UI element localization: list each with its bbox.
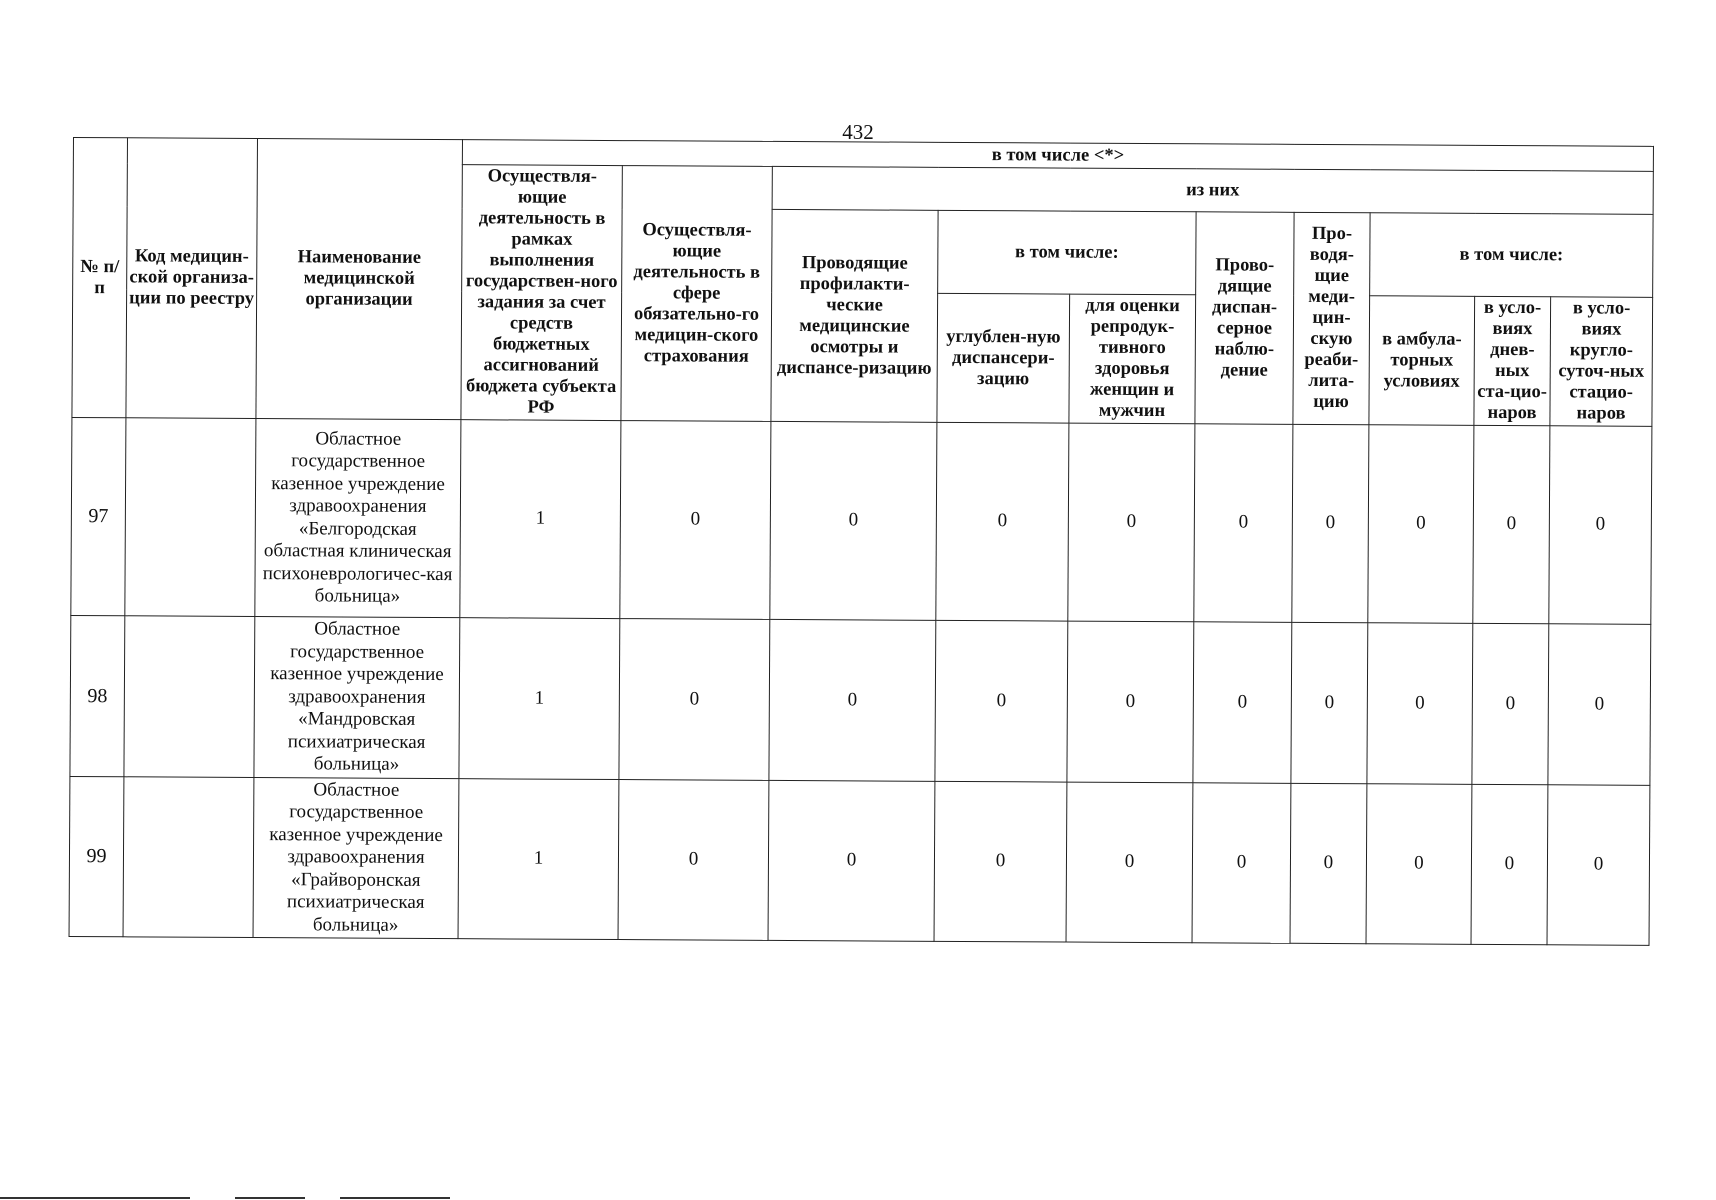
header-name: Наименование медицинской организации bbox=[256, 139, 463, 420]
cell-reproductive: 0 bbox=[1068, 423, 1195, 622]
cell-preventive: 0 bbox=[768, 780, 935, 941]
scan-edge-line bbox=[0, 1197, 190, 1199]
cell-round-clock: 0 bbox=[1549, 426, 1652, 625]
header-including: в том числе <*> bbox=[462, 140, 1653, 172]
header-including-b: в том числе: bbox=[1370, 213, 1654, 298]
cell-in-depth: 0 bbox=[934, 781, 1067, 942]
cell-round-clock: 0 bbox=[1547, 784, 1650, 945]
cell-rehab: 0 bbox=[1292, 424, 1369, 622]
cell-reproductive: 0 bbox=[1066, 782, 1193, 943]
page-number: 432 bbox=[842, 120, 874, 144]
cell-oms: 0 bbox=[619, 619, 770, 780]
cell-name: Областное государственное казенное учреждение здравоохранения «Белгородская областная клиническая психоневрологичес-кая больница» bbox=[255, 419, 461, 618]
cell-preventive: 0 bbox=[769, 619, 936, 780]
header-in-depth: углублен-ную диспансери-зацию bbox=[937, 293, 1070, 423]
cell-day-hospital: 0 bbox=[1473, 425, 1550, 623]
cell-outpatient: 0 bbox=[1368, 425, 1474, 624]
header-dispensary: Прово-дящие диспан-серное наблю-дение bbox=[1195, 212, 1294, 425]
table-row bbox=[70, 615, 1651, 784]
cell-oms: 0 bbox=[620, 421, 771, 620]
cell-name: Областное государственное казенное учреждение здравоохранения «Мандровская психиатрическая больница» bbox=[254, 617, 460, 779]
cell-code bbox=[124, 616, 255, 777]
scan-edge-line bbox=[340, 1197, 450, 1199]
cell-name: Областное государственное казенное учреждение здравоохранения «Грайворонская психиатрическая больница» bbox=[253, 777, 459, 939]
cell-code bbox=[123, 776, 254, 937]
header-rehab: Про-водя-щие меди-цин-скую реаби-лита-цию bbox=[1293, 212, 1370, 424]
header-preventive: Проводящие профилакти-ческие медицинские осмотры и диспансе-ризацию bbox=[771, 209, 938, 422]
header-of-them: из них bbox=[772, 166, 1653, 214]
cell-no: 99 bbox=[69, 776, 124, 937]
medical-organizations-table bbox=[69, 137, 1655, 946]
cell-day-hospital: 0 bbox=[1471, 784, 1548, 945]
cell-dispensary: 0 bbox=[1194, 424, 1293, 623]
header-reproductive: для оценки репродук-тивного здоровья женщин и мужчин bbox=[1069, 294, 1196, 424]
cell-reproductive: 0 bbox=[1067, 621, 1194, 782]
scan-edge-line bbox=[235, 1197, 305, 1199]
cell-no: 98 bbox=[70, 615, 125, 776]
cell-rehab: 0 bbox=[1291, 622, 1368, 783]
table-row bbox=[71, 417, 1652, 624]
cell-rehab: 0 bbox=[1290, 783, 1367, 944]
cell-oms: 0 bbox=[618, 779, 769, 940]
cell-no: 97 bbox=[71, 417, 126, 615]
cell-in-depth: 0 bbox=[935, 620, 1068, 781]
header-outpatient: в амбула-торных условиях bbox=[1369, 296, 1475, 426]
cell-state-task: 1 bbox=[459, 618, 620, 779]
cell-dispensary: 0 bbox=[1192, 782, 1291, 943]
cell-preventive: 0 bbox=[770, 421, 937, 620]
cell-state-task: 1 bbox=[458, 778, 619, 939]
header-including-a: в том числе: bbox=[938, 210, 1196, 294]
cell-dispensary: 0 bbox=[1193, 622, 1292, 783]
header-day-hospital: в усло-виях днев-ных ста-цио-наров bbox=[1474, 296, 1551, 425]
cell-in-depth: 0 bbox=[936, 422, 1069, 621]
cell-day-hospital: 0 bbox=[1472, 623, 1549, 784]
header-state-task: Осуществля-ющие деятельность в рамках выполнения государствен-ного задания за счет средств бюджетных ассигнований бюджета субъекта РФ bbox=[461, 165, 622, 421]
table-row bbox=[69, 776, 1650, 945]
cell-state-task: 1 bbox=[460, 420, 621, 619]
header-round-clock: в усло-виях кругло-суточ-ных стацио-наров bbox=[1550, 297, 1653, 427]
cell-outpatient: 0 bbox=[1367, 623, 1473, 784]
cell-round-clock: 0 bbox=[1548, 624, 1651, 785]
header-code: Код медицин-ской организа-ции по реестру bbox=[126, 138, 258, 419]
cell-code bbox=[125, 418, 256, 617]
cell-outpatient: 0 bbox=[1366, 783, 1472, 944]
header-oms: Осуществля-ющие деятельность в сфере обязательно-го медицин-ского страхования bbox=[621, 166, 772, 422]
header-no: № п/п bbox=[72, 138, 128, 418]
